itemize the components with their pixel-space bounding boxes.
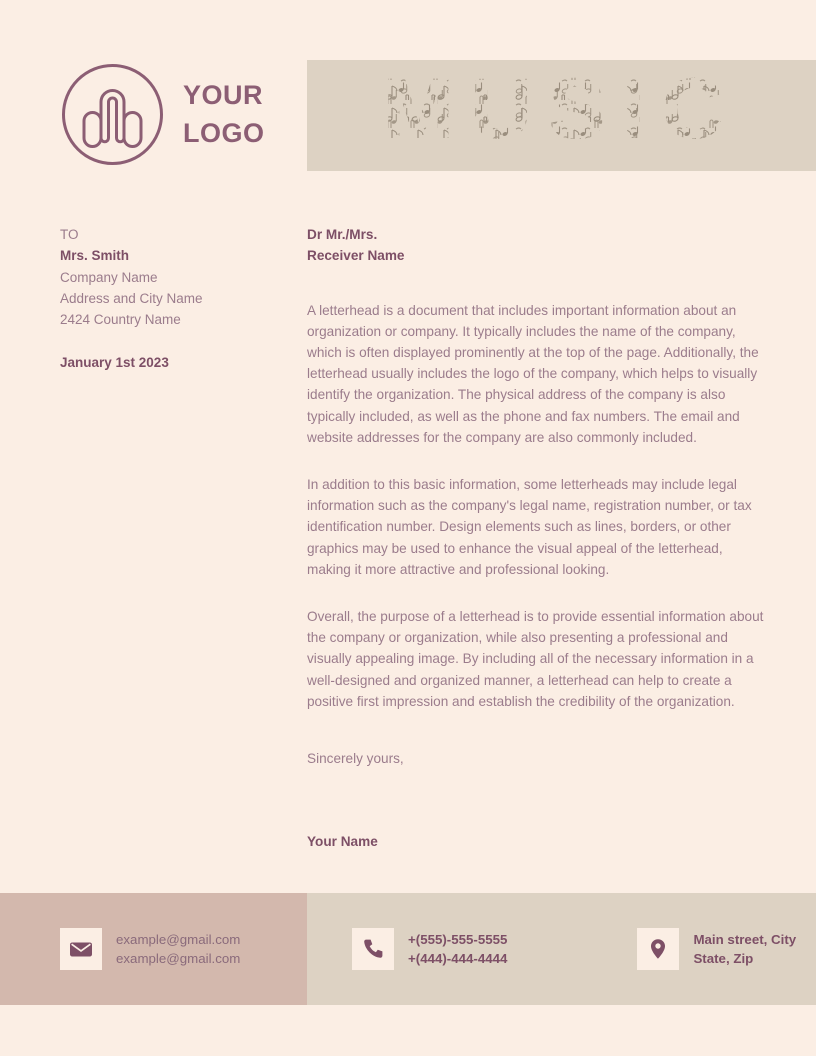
contact-email-line2: example@gmail.com bbox=[116, 951, 241, 966]
contact-phone-line2: +(444)-444-4444 bbox=[408, 951, 508, 966]
circular-wave-monogram-icon bbox=[60, 62, 165, 167]
contact-address-line2: State, Zip bbox=[693, 951, 754, 966]
salutation-line1: Dr Mr./Mrs. bbox=[307, 227, 378, 242]
contact-email[interactable] bbox=[60, 928, 240, 970]
recipient-address-block bbox=[60, 224, 275, 374]
envelope-icon bbox=[60, 928, 102, 970]
footer-left-band bbox=[0, 893, 307, 1005]
recipient-company: Company Name bbox=[60, 269, 158, 285]
letterhead-header bbox=[0, 0, 816, 190]
contact-email-text bbox=[116, 930, 240, 968]
location-pin-icon bbox=[637, 928, 679, 970]
recipient-name: Mrs. Smith bbox=[60, 248, 130, 264]
letter-paragraph-2: In addition to this basic information, some letterheads may include legal information such as the company's legal name, registration number, or tax identification number. Design elements such as lines, borders, or other graphics may be used to enhance the visual appeal of the letterhead, making it more attractive and professional looking. bbox=[307, 477, 752, 577]
letter-paragraph-1: A letterhead is a document that includes important information about an organization or company. It typically includes the name of the company, which is often displayed prominently at the top of the page. Additionally, the letterhead usually includes the logo of the company, which helps to visually identify the organization. The physical address of the company is also typically included, as well as the phone and fax numbers. The email and website addresses for the company are also commonly included. bbox=[307, 302, 759, 445]
letter-closing: Sincerely yours, bbox=[307, 751, 404, 767]
salutation-line2: Receiver Name bbox=[307, 248, 405, 264]
contact-phone-line1: +(555)-555-5555 bbox=[408, 932, 508, 947]
letter-body bbox=[307, 224, 769, 852]
logo-wordmark bbox=[183, 77, 265, 152]
recipient-street: Address and City Name bbox=[60, 290, 203, 306]
contact-address-line1: Main street, City bbox=[693, 932, 797, 947]
letterhead-footer bbox=[0, 893, 816, 1005]
to-label: TO bbox=[60, 227, 79, 242]
contact-phone-text bbox=[408, 930, 507, 968]
contact-phone[interactable] bbox=[352, 928, 507, 970]
letter-salutation bbox=[307, 224, 769, 267]
logo-block bbox=[60, 62, 265, 167]
contact-address[interactable] bbox=[637, 928, 796, 970]
footer-right-band bbox=[307, 893, 816, 1005]
letter-paragraph-3: Overall, the purpose of a letterhead is to provide essential information about the company or organization, while also presenting a professional and visually appealing image. By including all of the necessary information in a well-designed and organized manner, a letterhead can help to create a positive first impression and establish the credibility of the organization. bbox=[307, 609, 764, 709]
letter-date: January 1st 2023 bbox=[60, 355, 169, 371]
logo-wordmark-line1: YOUR bbox=[183, 80, 264, 111]
music-banner-image bbox=[307, 60, 816, 171]
letter-signature: Your Name bbox=[307, 834, 378, 850]
contact-email-line1: example@gmail.com bbox=[116, 932, 241, 947]
phone-icon bbox=[352, 928, 394, 970]
recipient-country: 2424 Country Name bbox=[60, 312, 181, 328]
contact-address-text bbox=[693, 930, 796, 968]
logo-wordmark-line2: LOGO bbox=[183, 117, 265, 148]
